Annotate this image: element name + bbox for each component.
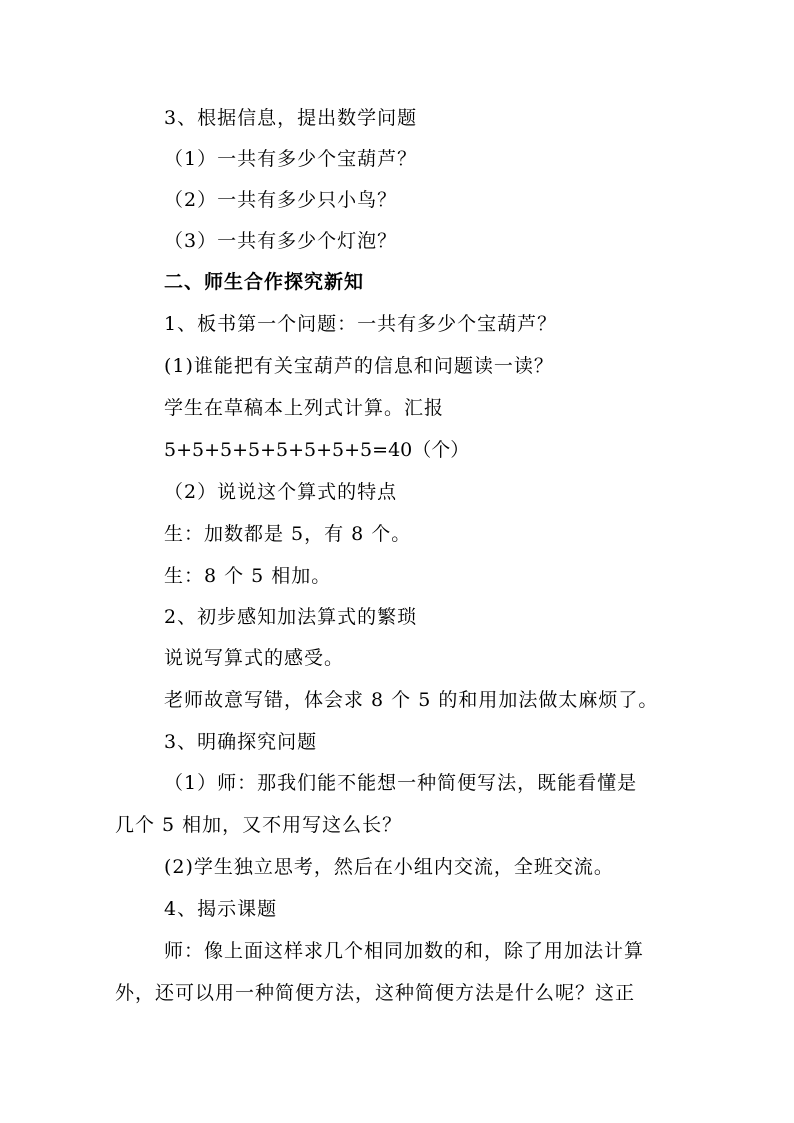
question-2: （2）一共有多少只小鸟？: [164, 189, 398, 211]
student-answer-1: 生：加数都是 5，有 8 个。: [164, 523, 412, 545]
step-3-heading: 3、根据信息，提出数学问题: [164, 107, 418, 129]
reveal-line-1: 师：像上面这样求几个相同加数的和，除了用加法计算: [164, 940, 645, 962]
section-2-heading: 二、师生合作探究新知: [164, 271, 365, 293]
equation-features: （2）说说这个算式的特点: [164, 481, 398, 503]
teacher-question-line-2: 几个 5 相加，又不用写这么长？: [115, 814, 403, 836]
feelings: 说说写算式的感受。: [164, 647, 345, 669]
step-3-clarify: 3、明确探究问题: [164, 731, 318, 753]
teacher-question-line-1: （1）师：那我们能不能想一种简便写法，既能看懂是: [164, 772, 638, 794]
teacher-mistake: 老师故意写错，体会求 8 个 5 的和用加法做太麻烦了。: [164, 689, 659, 711]
step-2-heading: 2、初步感知加法算式的繁琐: [164, 606, 418, 628]
step-4-heading: 4、揭示课题: [164, 898, 278, 920]
addition-equation: 5+5+5+5+5+5+5+5=40（个）: [164, 439, 470, 461]
board-question: 1、板书第一个问题：一共有多少个宝葫芦？: [164, 313, 558, 335]
reveal-line-2: 外，还可以用一种简便方法，这种简便方法是什么呢？这正: [115, 982, 636, 1004]
student-answer-2: 生：8 个 5 相加。: [164, 565, 332, 587]
student-calculation: 学生在草稿本上列式计算。汇报: [164, 397, 445, 419]
question-3: （3）一共有多少个灯泡？: [164, 230, 398, 252]
read-info: (1)谁能把有关宝葫芦的信息和问题读一读？: [164, 355, 554, 377]
question-1: （1）一共有多少个宝葫芦？: [164, 148, 418, 170]
student-discussion: (2)学生独立思考，然后在小组内交流，全班交流。: [164, 856, 614, 878]
